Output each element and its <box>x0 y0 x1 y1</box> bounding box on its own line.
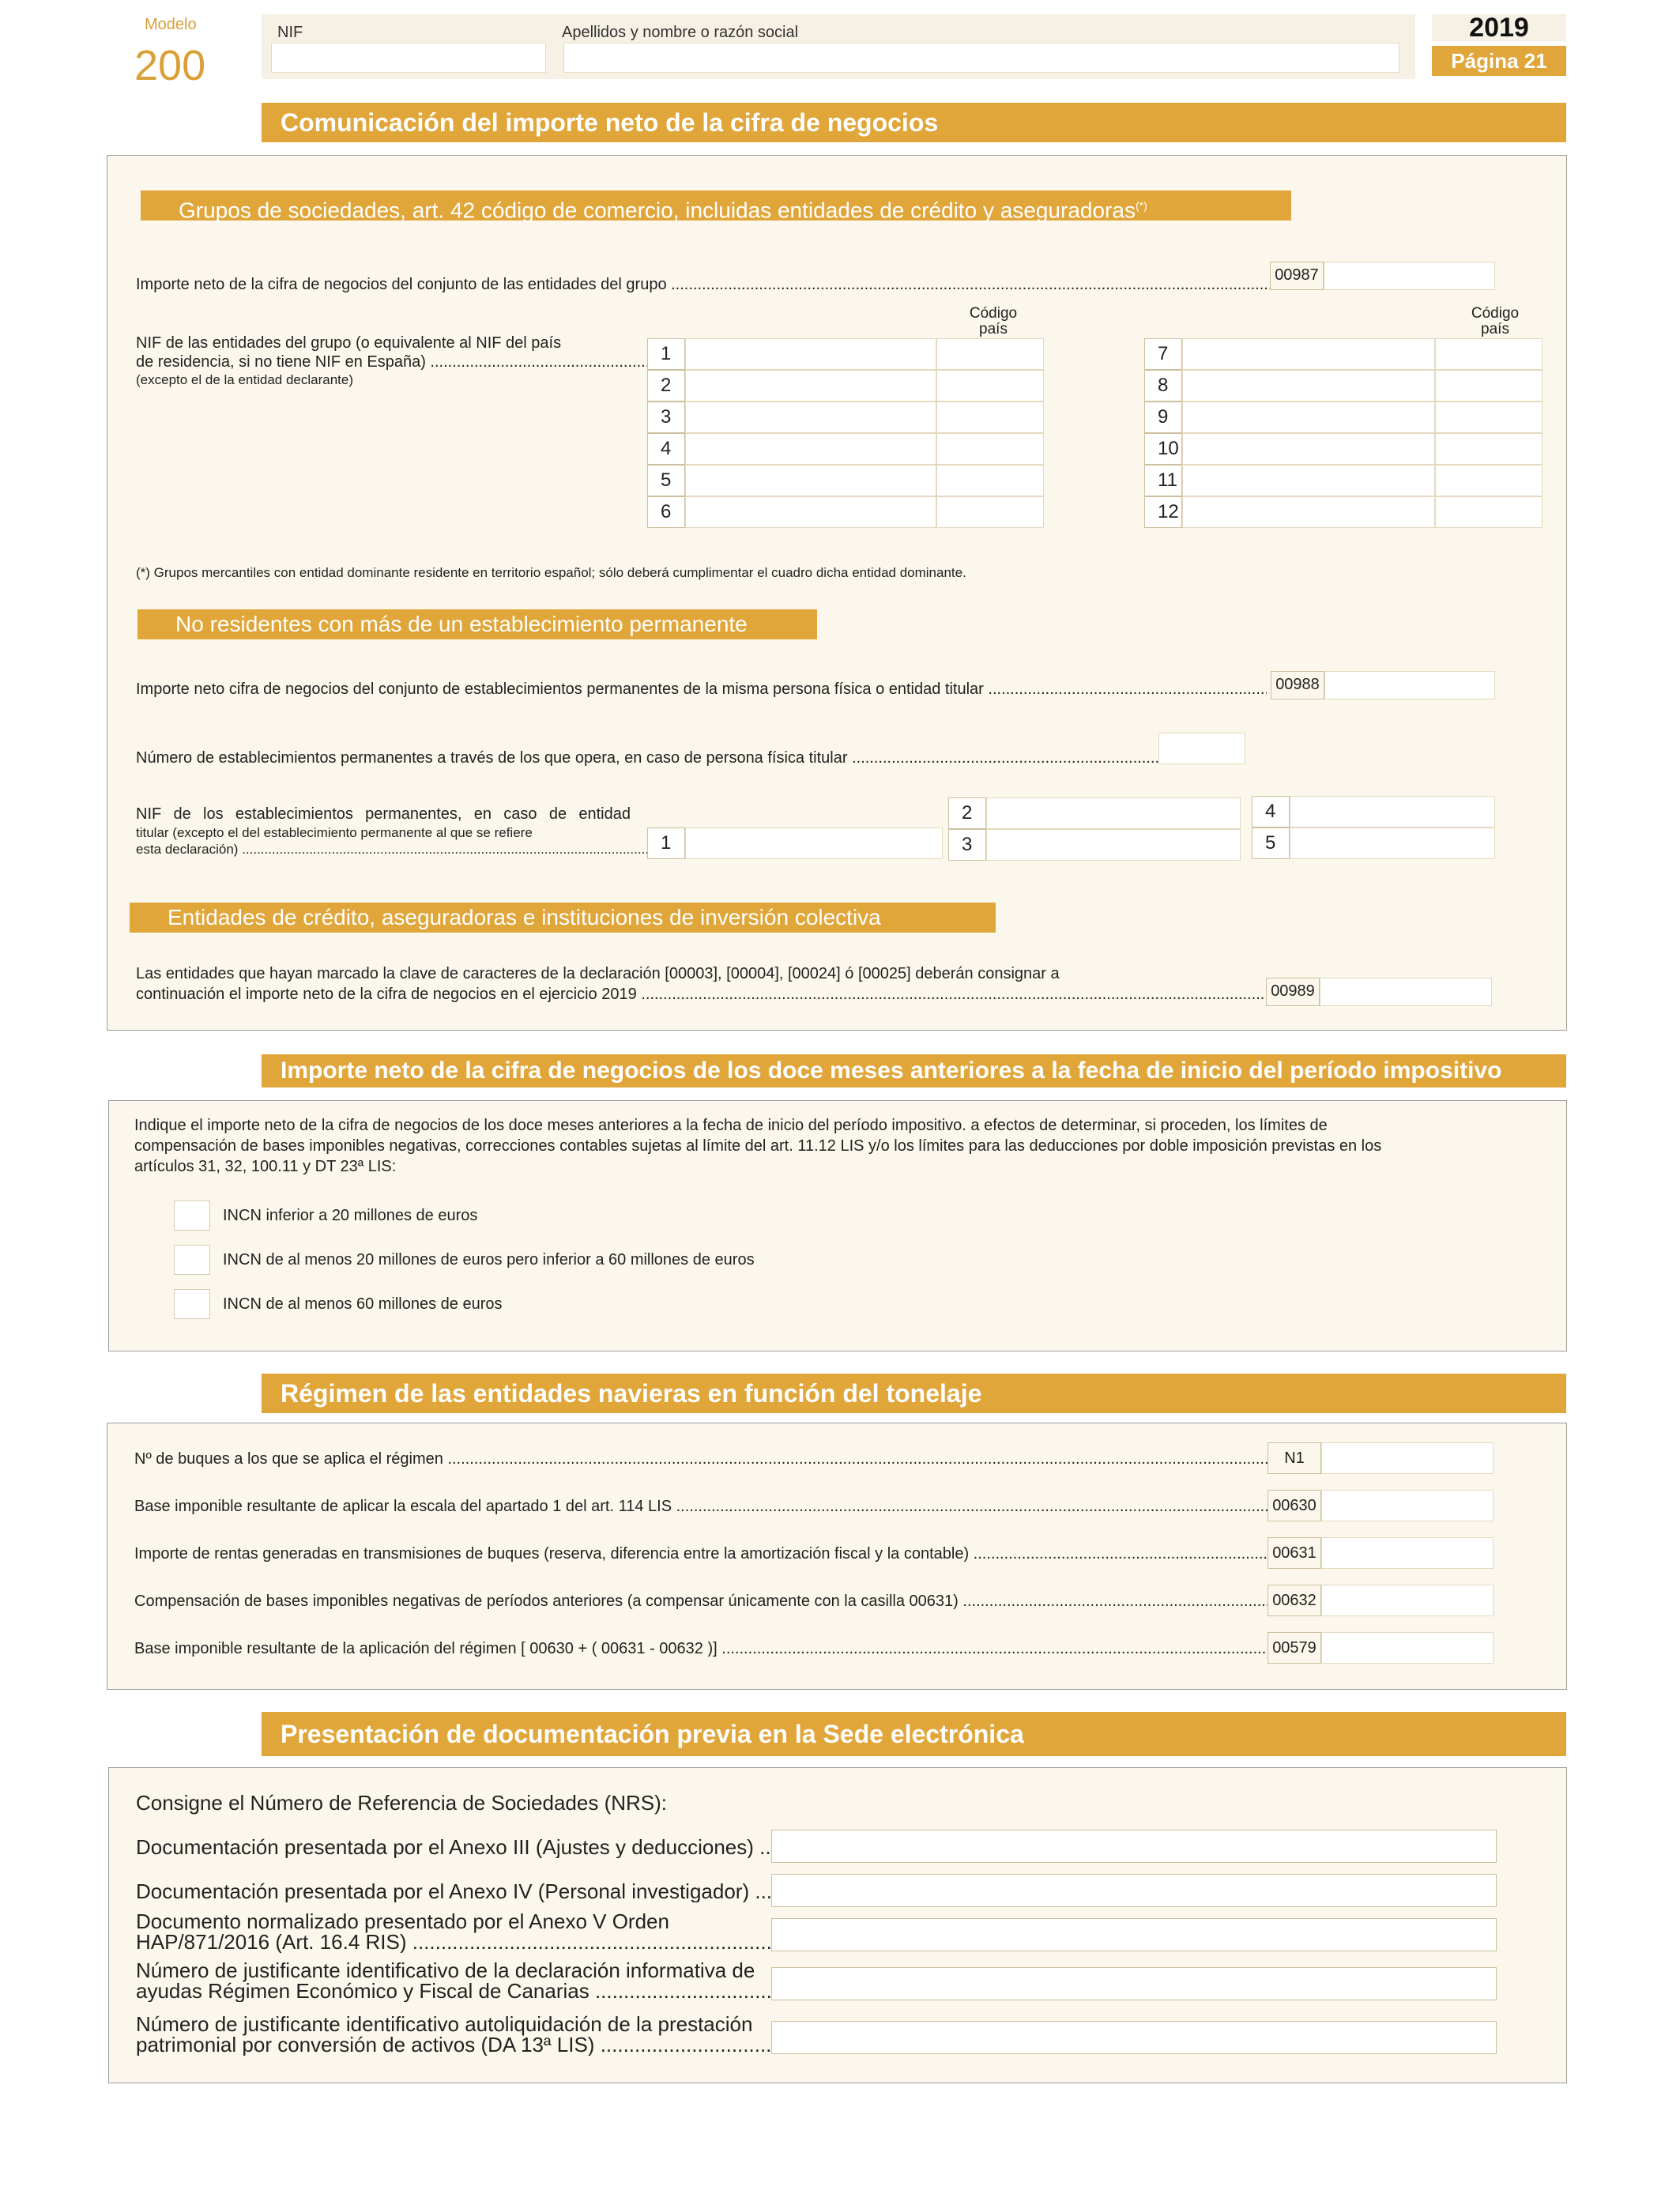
ep-num-4: 4 <box>1252 796 1290 827</box>
ep-num-1: 1 <box>647 827 685 859</box>
modelo-number: 200 <box>134 42 206 89</box>
codigo-pais-input[interactable] <box>936 465 1044 496</box>
nonres-numero-input[interactable] <box>1158 733 1245 764</box>
sede-row-label-2: HAP/871/2016 (Art. 16.4 RIS) ..... <box>136 1931 792 1953</box>
grupo-nif-label-1: NIF de las entidades del grupo (o equivalente al NIF del país <box>136 334 562 352</box>
nonres-numero-label: Número de establecimientos permanentes a través de los que opera, en caso de persona física titular ..... <box>136 749 1183 767</box>
naviera-row-input[interactable] <box>1321 1632 1494 1664</box>
codigo-pais-input[interactable] <box>1435 496 1543 528</box>
codigo-pais-input[interactable] <box>936 496 1044 528</box>
code-00989: 00989 <box>1266 978 1320 1006</box>
panel-navieras <box>107 1423 1567 1690</box>
naviera-row-input[interactable] <box>1321 1537 1494 1569</box>
codigo-pais-input[interactable] <box>936 370 1044 401</box>
grupo-importe-input[interactable] <box>1324 262 1495 290</box>
sede-row-input[interactable] <box>771 2021 1497 2054</box>
naviera-row-input[interactable] <box>1321 1585 1494 1616</box>
nonres-importe-input[interactable] <box>1324 671 1495 699</box>
sede-row-input[interactable] <box>771 1874 1497 1907</box>
nif-row-number: 5 <box>647 465 685 496</box>
nif-input[interactable] <box>1182 433 1435 465</box>
codigo-pais-input[interactable] <box>1435 401 1543 433</box>
nif-input[interactable] <box>685 338 936 370</box>
ep-num-5: 5 <box>1252 827 1290 859</box>
section-title-cifra-negocios: Comunicación del importe neto de la cifra de negocios <box>262 103 1566 142</box>
nonres-importe-label: Importe neto cifra de negocios del conjunto de establecimientos permanentes de la misma persona física o entidad titular ..... <box>136 680 1267 698</box>
codigo-pais-input[interactable] <box>936 338 1044 370</box>
doce-meses-text-3: artículos 31, 32, 100.11 y DT 23ª LIS: <box>134 1158 397 1175</box>
footnote-marker: (*) <box>1135 199 1147 212</box>
subsection-title-entidades: Entidades de crédito, aseguradoras e instituciones de inversión colectiva <box>130 903 996 933</box>
naviera-row-code: 00632 <box>1268 1585 1321 1616</box>
footnote: (*) Grupos mercantiles con entidad dominante residente en territorio español; sólo deberá cumplimentar el cuadro dicha entidad dominante. <box>136 565 966 580</box>
option-incn-20-60: INCN de al menos 20 millones de euros pero inferior a 60 millones de euros <box>223 1251 755 1269</box>
naviera-row-label: Base imponible resultante de la aplicación del régimen [ 00630 + ( 00631 - 00632 )] ..... <box>134 1640 1365 1657</box>
nif-row-number: 1 <box>647 338 685 370</box>
checkbox-incn-20-60[interactable] <box>174 1245 210 1275</box>
col-codigo-right-2: país <box>1481 321 1509 337</box>
nif-row-number: 10 <box>1144 433 1182 465</box>
option-incn-mayor-60: INCN de al menos 60 millones de euros <box>223 1295 503 1313</box>
nif-input[interactable] <box>685 465 936 496</box>
nif-row-number: 12 <box>1144 496 1182 528</box>
modelo-label: Modelo <box>145 16 197 33</box>
sede-row-label-2: ayudas Régimen Económico y Fiscal de Canarias ..... <box>136 1980 792 2002</box>
header-bar <box>262 14 1415 79</box>
naviera-row-input[interactable] <box>1321 1490 1494 1521</box>
ep-nif-2[interactable] <box>986 797 1241 829</box>
nif-input[interactable] <box>685 496 936 528</box>
subsection-title-grupos-text: Grupos de sociedades, art. 42 código de comercio, incluidas entidades de crédito y aseguradoras <box>179 198 1136 223</box>
nif-input[interactable] <box>685 401 936 433</box>
sede-row-input[interactable] <box>771 1967 1497 2000</box>
doce-meses-text-1: Indique el importe neto de la cifra de negocios de los doce meses anteriores a la fecha de inicio del período impositivo. a efectos de determinar, si proceden, los límites de <box>134 1117 1328 1134</box>
codigo-pais-input[interactable] <box>1435 370 1543 401</box>
grupo-nif-label-3: (excepto el de la entidad declarante) <box>136 372 354 387</box>
nif-input[interactable] <box>271 43 546 73</box>
nif-row-number: 8 <box>1144 370 1182 401</box>
nif-row-number: 7 <box>1144 338 1182 370</box>
entidades-text-2: continuación el importe neto de la cifra de negocios en el ejercicio 2019 ..... <box>136 986 1266 1003</box>
sede-row-input[interactable] <box>771 1918 1497 1951</box>
col-codigo-left-1: Código <box>969 305 1018 322</box>
nif-row-number: 2 <box>647 370 685 401</box>
nif-input[interactable] <box>1182 338 1435 370</box>
panel-doce-meses <box>108 1100 1567 1351</box>
nif-row-number: 6 <box>647 496 685 528</box>
sede-row-label: Documentación presentada por el Anexo IV (Personal investigador) ..... <box>136 1880 792 1902</box>
code-00988: 00988 <box>1271 671 1324 699</box>
ep-nif-1[interactable] <box>685 827 943 859</box>
page-number: Página 21 <box>1432 46 1566 76</box>
naviera-row-code: 00630 <box>1268 1490 1321 1521</box>
nonres-nif-label-2: titular (excepto el del establecimiento permanente al que se refiere <box>136 825 533 840</box>
code-00987: 00987 <box>1270 262 1324 290</box>
col-codigo-left-2: país <box>979 321 1008 337</box>
nif-input[interactable] <box>685 370 936 401</box>
nonres-nif-label-1: NIF de los establecimientos permanentes, en caso de entidad <box>136 805 631 823</box>
sede-row-label-1: Documento normalizado presentado por el Anexo V Orden <box>136 1909 669 1933</box>
codigo-pais-input[interactable] <box>936 401 1044 433</box>
naviera-row-label: Importe de rentas generadas en transmisiones de buques (reserva, diferencia entre la amortización fiscal y la contable) ..... <box>134 1545 1365 1563</box>
nif-label: NIF <box>277 24 303 41</box>
nif-input[interactable] <box>1182 370 1435 401</box>
ep-nif-3[interactable] <box>986 829 1241 861</box>
nif-row-number: 11 <box>1144 465 1182 496</box>
name-label: Apellidos y nombre o razón social <box>562 24 799 41</box>
naviera-row-code: 00579 <box>1268 1632 1321 1664</box>
year: 2019 <box>1432 14 1566 41</box>
section-title-doce-meses: Importe neto de la cifra de negocios de los doce meses anteriores a la fecha de inicio del período impositivo <box>262 1054 1566 1088</box>
nif-row-number: 9 <box>1144 401 1182 433</box>
codigo-pais-input[interactable] <box>1435 338 1543 370</box>
naviera-row-code: 00631 <box>1268 1537 1321 1569</box>
nif-input[interactable] <box>1182 465 1435 496</box>
ep-nif-4[interactable] <box>1290 796 1495 827</box>
naviera-row-label: Compensación de bases imponibles negativas de períodos anteriores (a compensar únicamente con la casilla 00631) ..... <box>134 1593 1365 1610</box>
panel-cifra-negocios <box>107 155 1567 1031</box>
grupo-nif-label-2: de residencia, si no tiene NIF en España) ..... <box>136 353 676 371</box>
nif-input[interactable] <box>1182 496 1435 528</box>
subsection-title-grupos <box>141 190 1291 221</box>
section-title-navieras: Régimen de las entidades navieras en función del tonelaje <box>262 1374 1566 1413</box>
name-input[interactable] <box>563 43 1399 73</box>
codigo-pais-input[interactable] <box>1435 465 1543 496</box>
ep-nif-5[interactable] <box>1290 827 1495 859</box>
panel-sede <box>108 1767 1567 2083</box>
option-incn-menor-20: INCN inferior a 20 millones de euros <box>223 1207 478 1224</box>
nif-row-number: 3 <box>647 401 685 433</box>
nif-input[interactable] <box>685 433 936 465</box>
grupo-importe-label: Importe neto de la cifra de negocios del conjunto de las entidades del grupo ..... <box>136 276 1377 293</box>
naviera-row-input[interactable] <box>1321 1442 1494 1474</box>
sede-row-label-2: patrimonial por conversión de activos (DA 13ª LIS) ..... <box>136 2034 792 2056</box>
naviera-row-code: N1 <box>1268 1442 1321 1474</box>
sede-row-label-1: Número de justificante identificativo de la declaración informativa de <box>136 1958 755 1982</box>
nif-input[interactable] <box>1182 401 1435 433</box>
naviera-row-label: Nº de buques a los que se aplica el régimen ..... <box>134 1450 1365 1468</box>
entidades-text-1: Las entidades que hayan marcado la clave de caracteres de la declaración [00003], [00004], [00024] ó [00025] deberán consignar a <box>136 965 1060 982</box>
nif-row-number: 4 <box>647 433 685 465</box>
sede-row-label-1: Número de justificante identificativo autoliquidación de la prestación <box>136 2012 753 2036</box>
checkbox-incn-mayor-60[interactable] <box>174 1289 210 1319</box>
entidades-importe-input[interactable] <box>1320 978 1492 1006</box>
subsection-title-no-residentes: No residentes con más de un establecimiento permanente <box>137 609 817 639</box>
ep-num-3: 3 <box>948 829 986 861</box>
section-title-sede: Presentación de documentación previa en la Sede electrónica <box>262 1712 1566 1756</box>
naviera-row-label: Base imponible resultante de aplicar la escala del apartado 1 del art. 114 LIS ..... <box>134 1498 1365 1515</box>
codigo-pais-input[interactable] <box>1435 433 1543 465</box>
checkbox-incn-menor-20[interactable] <box>174 1201 210 1231</box>
sede-row-input[interactable] <box>771 1830 1497 1863</box>
doce-meses-text-2: compensación de bases imponibles negativas, correcciones contables sujetas al límite del art. 11.12 LIS y/o los límites para las deducciones por doble imposición previstas en los <box>134 1137 1382 1155</box>
sede-intro: Consigne el Número de Referencia de Sociedades (NRS): <box>136 1791 668 1815</box>
ep-num-2: 2 <box>948 797 986 829</box>
codigo-pais-input[interactable] <box>936 433 1044 465</box>
col-codigo-right-1: Código <box>1471 305 1520 322</box>
nonres-nif-label-3: esta declaración) ..... <box>136 842 661 857</box>
sede-row-label: Documentación presentada por el Anexo III (Ajustes y deducciones) ..... <box>136 1836 792 1858</box>
